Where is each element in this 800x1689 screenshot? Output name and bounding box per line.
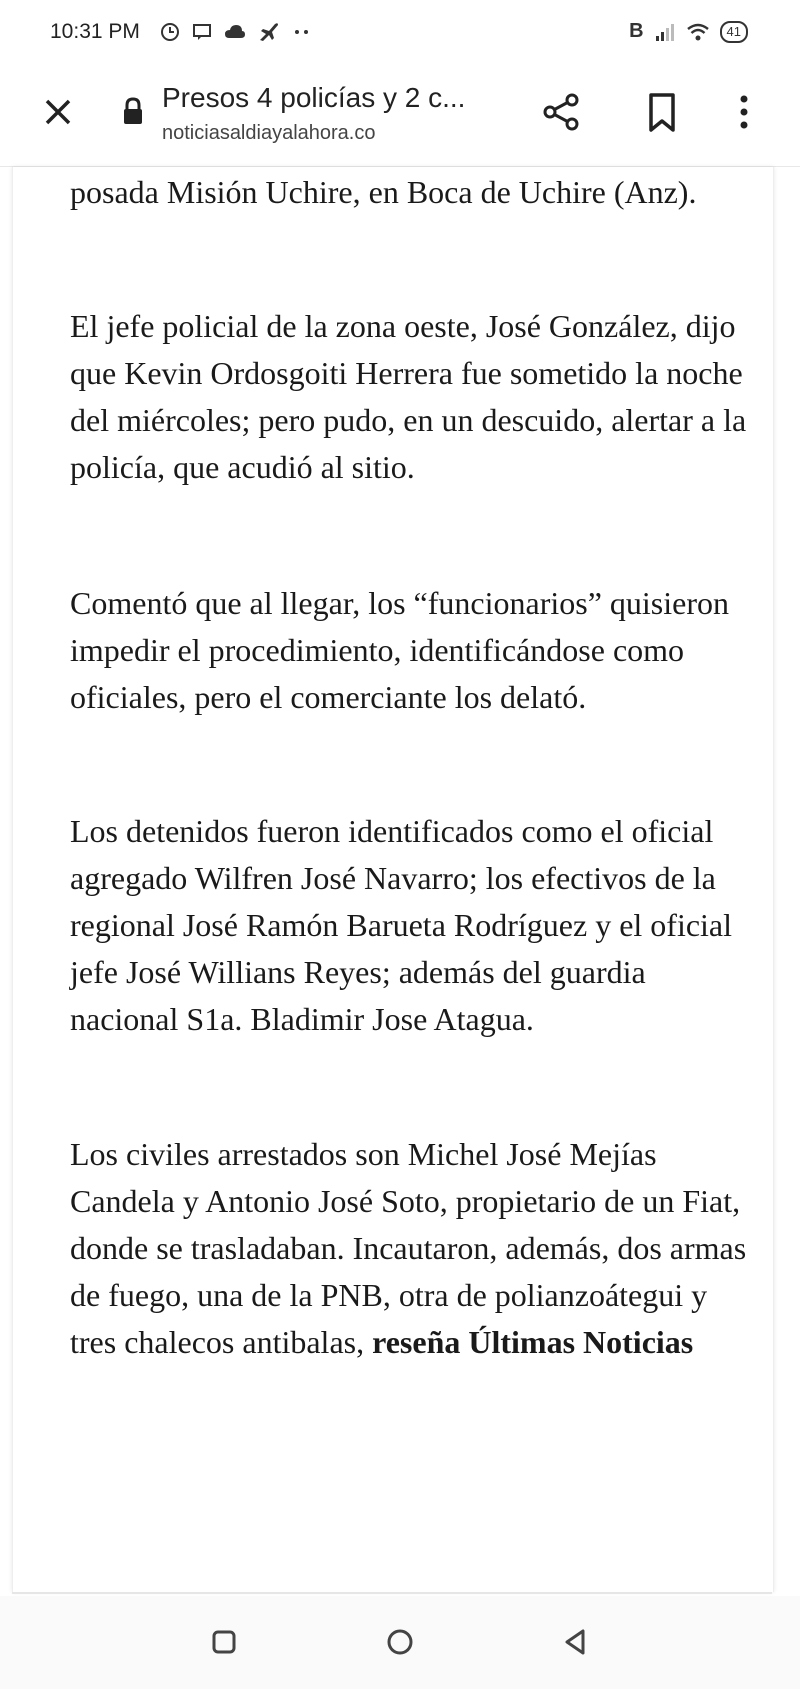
system-nav-bar bbox=[0, 1596, 800, 1689]
close-button[interactable] bbox=[38, 92, 78, 132]
browser-toolbar bbox=[0, 68, 800, 167]
divider bbox=[12, 1592, 772, 1594]
article-paragraph: Comentó que al llegar, los “funcionarios” quisieron impedir el procedimiento, identificándose como oficiales, pero el comerciante los delató. bbox=[70, 585, 729, 715]
article-paragraph: posada Misión Uchire, en Boca de Uchire (Anz). bbox=[70, 174, 697, 210]
article-body bbox=[12, 167, 774, 1592]
chat-icon bbox=[192, 22, 212, 42]
article-paragraph: El jefe policial de la zona oeste, José González, dijo que Kevin Ordosgoiti Herrera fue sometido la noche del miércoles; pero pudo, en un descuido, alertar a la policía, que acudió al sitio. bbox=[70, 308, 747, 485]
home-icon[interactable] bbox=[382, 1624, 418, 1660]
clock-icon bbox=[160, 22, 180, 42]
lock-icon bbox=[122, 96, 144, 126]
bluetooth-icon: B bbox=[629, 20, 644, 42]
bookmark-icon[interactable] bbox=[640, 90, 684, 134]
wifi-icon bbox=[686, 22, 710, 42]
article-paragraph-last bbox=[70, 1131, 750, 1366]
share-icon[interactable] bbox=[540, 90, 584, 134]
battery-indicator: 41 bbox=[720, 21, 748, 43]
more-options-icon[interactable] bbox=[722, 90, 766, 134]
page-title[interactable]: Presos 4 policías y 2 c... bbox=[162, 82, 466, 113]
page-url[interactable]: noticiasaldiayalahora.co bbox=[162, 122, 376, 144]
source-credit: reseña Últimas Noticias bbox=[372, 1324, 694, 1360]
article-paragraph: Los detenidos fueron identificados como el oficial agregado Wilfren José Navarro; los efectivos de la regional José Ramón Barueta Rodríguez y el oficial jefe José Willians Reyes; además del guardia nacional S1a. Bladimir Jose Atagua. bbox=[70, 813, 733, 1037]
status-icons-left bbox=[160, 22, 312, 42]
status-icons-right bbox=[629, 20, 748, 43]
status-time: 10:31 PM bbox=[50, 20, 140, 43]
close-icon bbox=[44, 98, 72, 126]
recent-apps-icon[interactable] bbox=[206, 1624, 242, 1660]
more-dots-icon bbox=[292, 28, 312, 36]
cloud-icon bbox=[224, 24, 246, 40]
article-paragraph-text: Los civiles arrestados son Michel José Mejías Candela y Antonio José Soto, propietario de un Fiat, donde se trasladaban. Incautaron, además, dos armas de fuego, una de la PNB, otra de polianzoátegui y tres chalecos antibalas, bbox=[70, 1136, 747, 1360]
signal-icon bbox=[654, 22, 676, 42]
plane-icon bbox=[258, 22, 280, 42]
status-bar bbox=[0, 0, 800, 68]
back-icon[interactable] bbox=[558, 1624, 594, 1660]
